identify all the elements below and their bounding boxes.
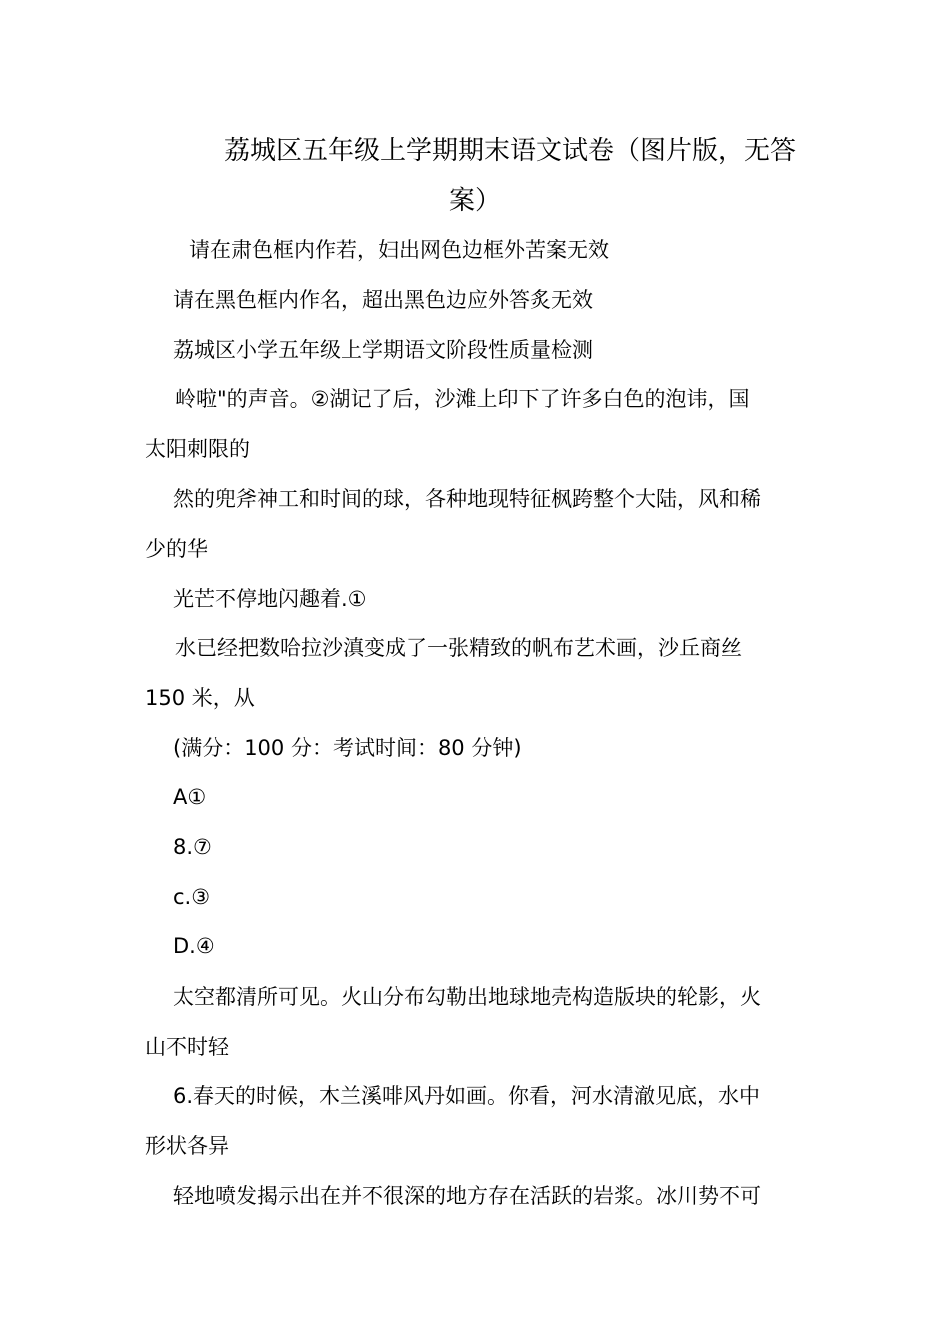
body-line-17: 山不时轻 [145,1035,229,1059]
body-line-20: 轻地喷发揭示出在并不很深的地方存在活跃的岩浆。冰川势不可 [173,1184,761,1208]
document-title-line-1: 荔城区五年级上学期期末语文试卷（图片版，无答 [223,136,796,166]
body-line-16: 太空都清所可见。火山分布勾勒出地球地壳构造版块的轮影，火 [173,985,761,1009]
body-line-18: 6.春天的时候，木兰溪啡风丹如画。你看，河水清澈见底，水中 [173,1084,761,1108]
body-line-13: 8.⑦ [173,835,212,859]
body-line-2: 请在黑色框内作名，超出黑色边应外答炙无效 [173,288,593,312]
body-line-9: 水已经把数哈拉沙滇变成了一张精致的帆布艺术画，沙丘商丝 [175,636,742,660]
body-line-7: 少的华 [145,537,208,561]
body-line-4: 岭啦"的声音。②湖记了后，沙滩上印下了许多白色的泡讳，国 [175,387,750,411]
body-line-14: c.③ [173,885,211,909]
body-line-8: 光芒不停地闪趣着.① [173,587,367,611]
body-line-15: D.④ [173,934,215,958]
body-line-10: 150 米，从 [145,686,255,710]
body-line-12: A① [173,785,207,809]
body-line-1: 请在肃色框内作若，妇出网色边框外苦案无效 [189,238,609,262]
body-line-3: 荔城区小学五年级上学期语文阶段性质量检测 [173,338,593,362]
body-line-5: 太阳刺限的 [145,437,250,461]
body-line-6: 然的兜斧神工和时间的球，各种地现特征枫跨整个大陆，风和稀 [173,487,761,511]
body-line-11: (满分：100 分：考试时间：80 分钟) [173,736,522,760]
body-line-19: 形状各异 [145,1134,229,1158]
document-title-line-2: 案） [448,186,501,216]
